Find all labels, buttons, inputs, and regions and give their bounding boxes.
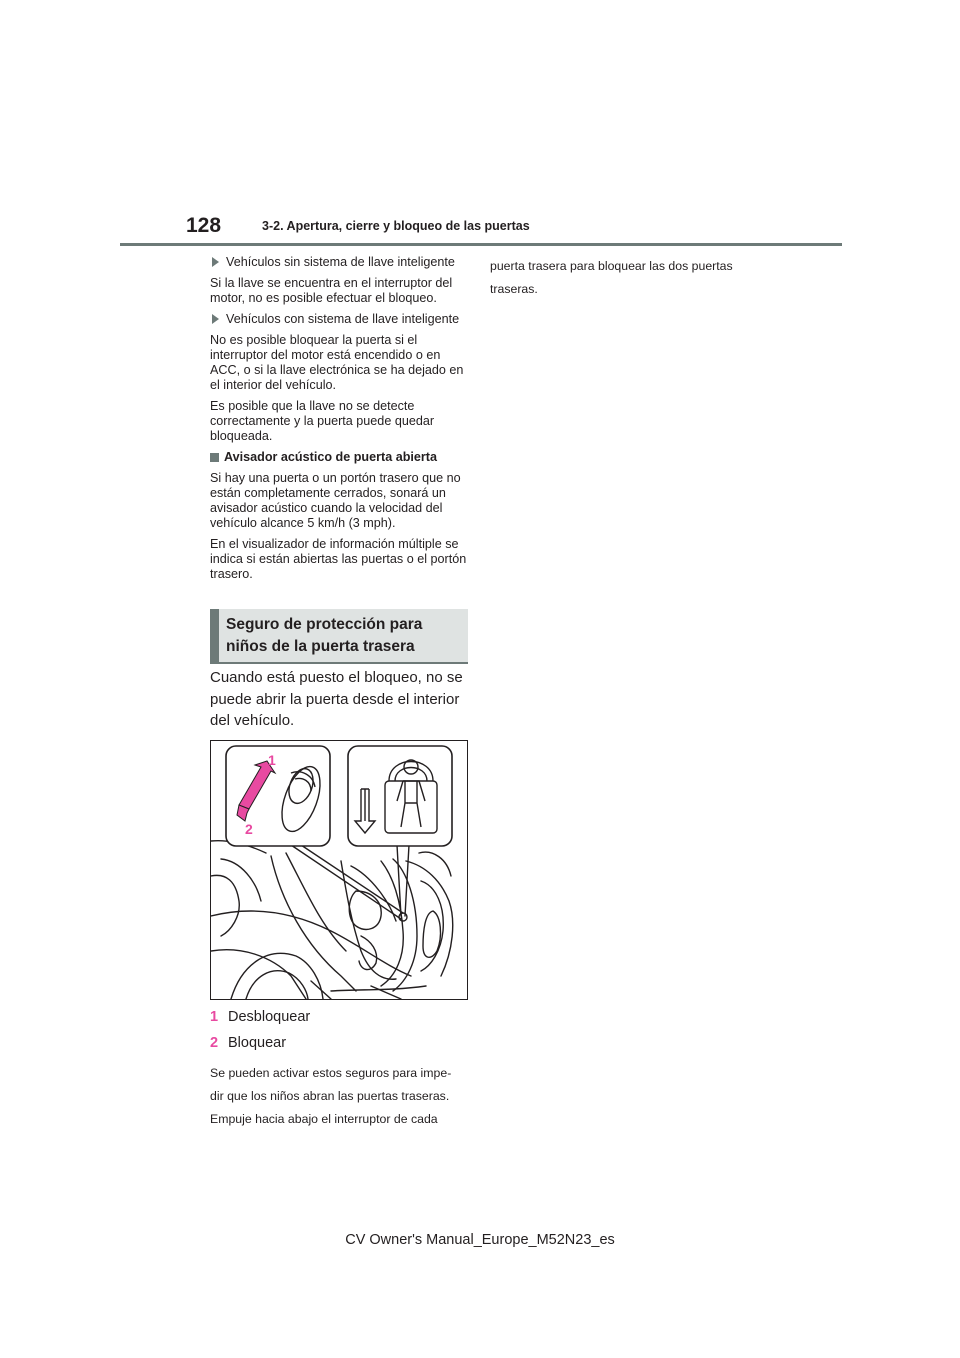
section-heading-box	[210, 609, 468, 664]
heading-door-buzzer: Avisador acústico de puerta abierta	[210, 450, 468, 465]
right-column	[490, 255, 830, 301]
left-column	[210, 255, 468, 588]
body-line: traseras.	[490, 282, 538, 296]
legend-item-unlock: 1 Desbloquear	[210, 1009, 311, 1025]
paragraph: Si hay una puerta o un portón trasero que no están completamente cerrados, sonará un avisador acústico cuando la velocidad del vehículo alcance 5 km/h (3 mph).	[210, 471, 461, 530]
footer-manual-id: CV Owner's Manual_Europe_M52N23_es	[345, 1232, 615, 1248]
square-bullet-icon	[210, 453, 219, 462]
figure-label-2: 2	[245, 821, 253, 837]
paragraph: Si la llave se encuentra en el interruptor del motor, no es posible efectuar el bloqueo.	[210, 276, 453, 305]
header-section-title: 3-2. Apertura, cierre y bloqueo de las puertas	[262, 219, 530, 233]
subheading-smart-key: Vehículos con sistema de llave inteligente	[210, 312, 468, 327]
section-title: Seguro de protección para niños de la puerta trasera	[226, 616, 423, 655]
triangle-bullet-icon	[212, 314, 219, 324]
body-line: puerta trasera para bloquear las dos puertas	[490, 259, 733, 273]
page-number: 128	[186, 214, 222, 237]
subheading-no-smart-key: Vehículos sin sistema de llave inteligente	[210, 255, 468, 270]
section-accent-bar	[210, 609, 219, 662]
triangle-bullet-icon	[212, 257, 219, 267]
paragraph: En el visualizador de información múltiple se indica si están abiertas las puertas o el portón trasero.	[210, 537, 467, 581]
paragraph: Es posible que la llave no se detecte correctamente y la puerta puede quedar bloqueada.	[210, 399, 435, 443]
paragraph: No es posible bloquear la puerta si el interruptor del motor está encendido o en ACC, o si la llave electrónica se ha dejado en el interior del vehículo.	[210, 333, 464, 392]
child-lock-drawing	[211, 741, 467, 999]
figure-label-1: 1	[268, 752, 276, 768]
child-lock-illustration	[210, 740, 468, 1000]
body-line: dir que los niños abran las puertas traseras.	[210, 1089, 450, 1103]
figure-legend	[210, 1004, 468, 1131]
section-intro: Cuando está puesto el bloqueo, no se puede abrir la puerta desde el interior del vehículo.	[210, 669, 463, 729]
legend-item-lock: 2 Bloquear	[210, 1035, 287, 1051]
body-line: Se pueden activar estos seguros para impe-	[210, 1066, 452, 1080]
body-line: Empuje hacia abajo el interruptor de cada	[210, 1112, 438, 1126]
header-divider	[120, 243, 842, 246]
